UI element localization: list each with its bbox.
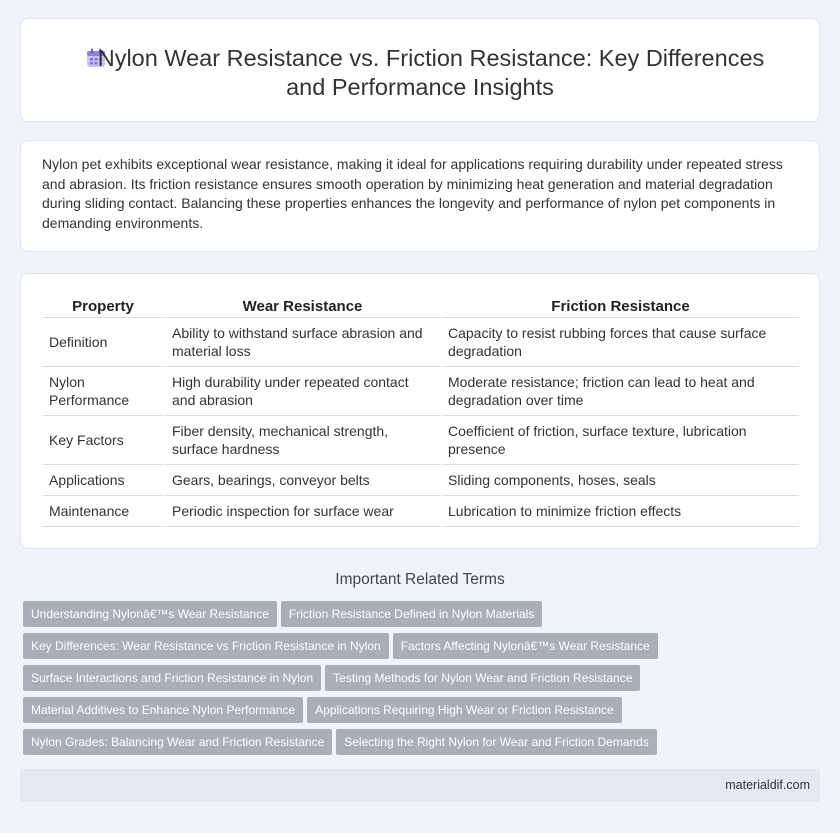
related-term-tag[interactable]: Factors Affecting Nylonâ€™s Wear Resistance — [393, 633, 658, 659]
tag-row — [23, 665, 823, 697]
cell-wear: High durability under repeated contact and abrasion — [166, 367, 442, 416]
table-row — [43, 465, 799, 496]
related-term-tag[interactable]: Material Additives to Enhance Nylon Performance — [23, 697, 303, 723]
cell-wear: Gears, bearings, conveyor belts — [166, 465, 442, 496]
related-term-tag[interactable]: Understanding Nylonâ€™s Wear Resistance — [23, 601, 277, 627]
cell-friction: Capacity to resist rubbing forces that cause surface degradation — [442, 318, 799, 367]
header-wear-resistance: Wear Resistance — [166, 296, 442, 318]
tag-row — [23, 729, 823, 761]
cell-property: Nylon Performance — [43, 367, 166, 416]
tag-row — [23, 697, 823, 729]
cell-friction: Lubrication to minimize friction effects — [442, 496, 799, 527]
table-row — [43, 367, 799, 416]
related-term-tag[interactable]: Selecting the Right Nylon for Wear and Friction Demands — [336, 729, 657, 755]
tag-row — [23, 633, 823, 665]
related-term-tag[interactable]: Key Differences: Wear Resistance vs Friction Resistance in Nylon — [23, 633, 389, 659]
page-title-line2: and Performance Insights — [286, 74, 554, 100]
related-terms-heading: Important Related Terms — [335, 571, 505, 588]
page-title-line1: Nylon Wear Resistance vs. Friction Resistance: Key Differences — [97, 45, 765, 71]
footer-bar — [20, 769, 820, 802]
page-title — [21, 44, 819, 102]
cell-property: Applications — [43, 465, 166, 496]
table-row — [43, 318, 799, 367]
cell-property: Maintenance — [43, 496, 166, 527]
cell-friction: Sliding components, hoses, seals — [442, 465, 799, 496]
title-card — [20, 18, 820, 122]
related-term-tag[interactable]: Friction Resistance Defined in Nylon Materials — [281, 601, 542, 627]
cell-wear: Ability to withstand surface abrasion and material loss — [166, 318, 442, 367]
table-row — [43, 416, 799, 465]
cell-property: Definition — [43, 318, 166, 367]
comparison-table — [43, 296, 799, 527]
related-term-tag[interactable]: Applications Requiring High Wear or Friction Resistance — [307, 697, 622, 723]
cell-wear: Periodic inspection for surface wear — [166, 496, 442, 527]
table-row — [43, 496, 799, 527]
cell-friction: Coefficient of friction, surface texture, lubrication presence — [442, 416, 799, 465]
cell-friction: Moderate resistance; friction can lead to heat and degradation over time — [442, 367, 799, 416]
header-property: Property — [43, 296, 166, 318]
intro-card — [20, 140, 820, 252]
comparison-card — [20, 273, 820, 549]
related-term-tag[interactable]: Surface Interactions and Friction Resistance in Nylon — [23, 665, 321, 691]
related-terms-list — [23, 601, 823, 761]
header-friction-resistance: Friction Resistance — [442, 296, 799, 318]
cell-wear: Fiber density, mechanical strength, surface hardness — [166, 416, 442, 465]
tag-row — [23, 601, 823, 633]
related-term-tag[interactable]: Nylon Grades: Balancing Wear and Friction Resistance — [23, 729, 332, 755]
cell-property: Key Factors — [43, 416, 166, 465]
footer-site-link[interactable]: materialdif.com — [725, 778, 810, 792]
table-header-row — [43, 296, 799, 318]
related-term-tag[interactable]: Testing Methods for Nylon Wear and Friction Resistance — [325, 665, 640, 691]
intro-text: Nylon pet exhibits exceptional wear resistance, making it ideal for applications requiring durability under repeated stress and abrasion. Its friction resistance ensures smooth operation by minimizing heat generation and material degradation during sliding contact. Balancing these properties enhances the longevity and performance of nylon pet components in demanding environments. — [42, 156, 783, 231]
